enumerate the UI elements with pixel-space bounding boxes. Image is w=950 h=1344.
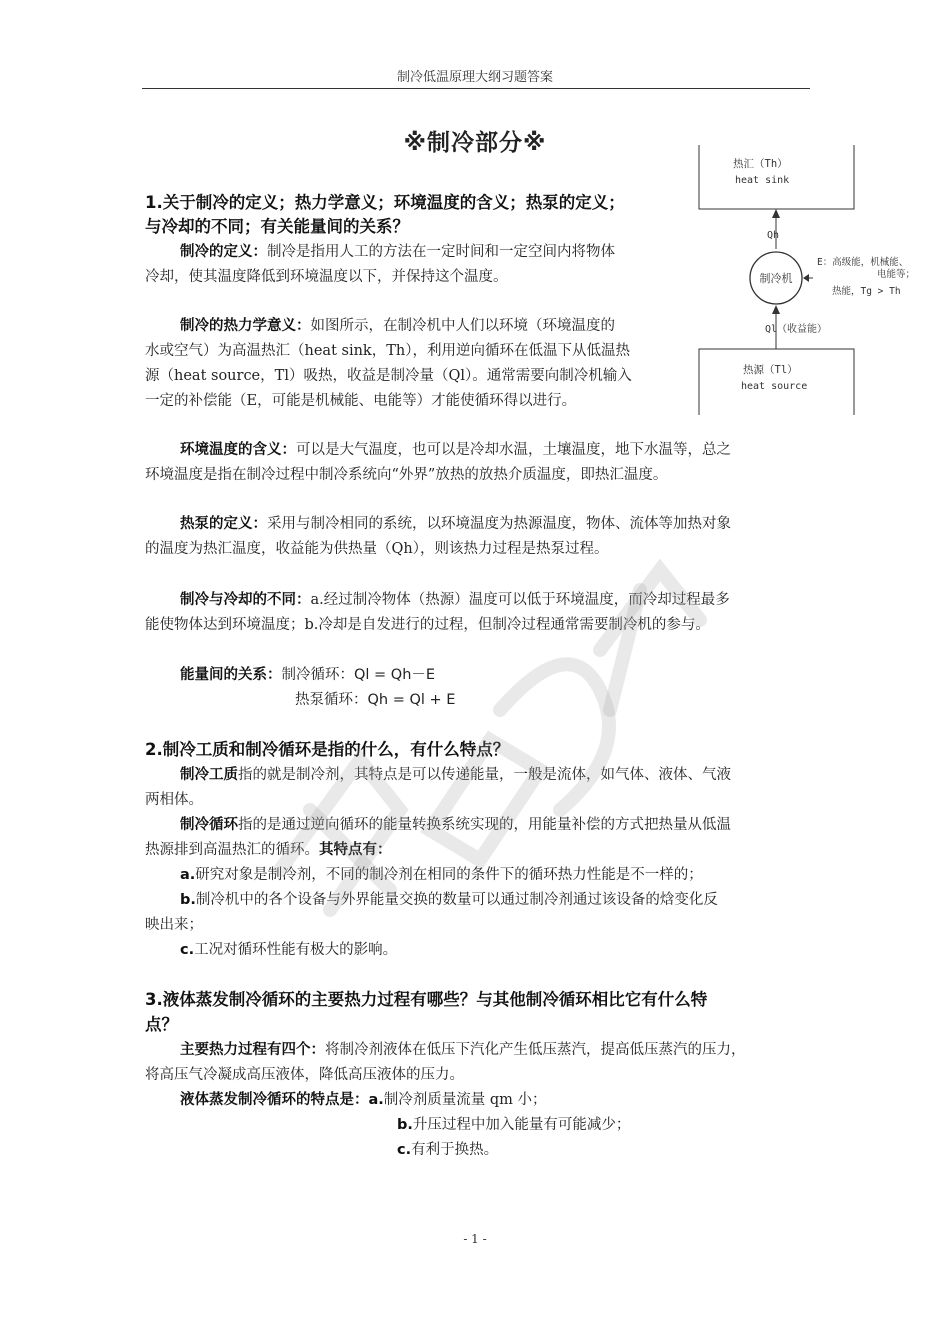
- refrigeration-equation: Ql = Qh－E: [354, 667, 436, 683]
- machine-label: 制冷机: [759, 272, 793, 285]
- feature-b: 制冷机中的各个设备与外界能量交换的数量可以通过制冷剂通过该设备的焓变化反: [195, 892, 718, 908]
- difference-paragraph: 制冷与冷却的不同：a.经过制冷物体（热源）温度可以低于环境温度，而冷却过程最多 能使物体达到环境温度；b.冷却是自发进行的过程，但制冷过程通常需要制冷机的参与。: [145, 592, 730, 633]
- q3-heading-line2: 点？: [145, 1015, 178, 1034]
- evap-features-label: 液体蒸发制冷循环的特点是：: [180, 1092, 369, 1108]
- source-label-en: heat source: [741, 381, 808, 392]
- evap-features-line1: 液体蒸发制冷循环的特点是：a.制冷剂质量流量 qm 小；: [180, 1092, 547, 1108]
- energy-label: 能量间的关系：: [180, 667, 282, 683]
- refrigeration-diagram: [695, 145, 925, 415]
- heat-pump-equation: Qh = Ql + E: [367, 692, 456, 708]
- medium-paragraph: 制冷工质指的就是制冷剂，其特点是可以传递能量，一般是流体，如气体、液体、气液 两相体。: [145, 767, 731, 808]
- env-temp-paragraph: 环境温度的含义：可以是大气温度，也可以是冷却水温，土壤温度，地下水温等，总之 环境温度是指在制冷过程中制冷系统向“外界”放热的放热介质温度，即热汇温度。: [145, 442, 731, 483]
- evap-features-line2: b.升压过程中加入能量有可能减少；: [397, 1117, 631, 1133]
- header-rule: [142, 88, 810, 89]
- evap-features-line3: c.有利于换热。: [397, 1142, 499, 1158]
- qh-label: Qh: [767, 230, 780, 241]
- main-process-paragraph: 主要热力过程有四个：将制冷剂液体在低压下汽化产生低压蒸汽，提高低压蒸汽的压力， 将高压气冷凝成高压液体，降低高压液体的压力。: [145, 1042, 746, 1083]
- e-label-3: 热能，Tg > Th: [832, 286, 901, 297]
- feature-a: 研究对象是制冷剂，不同的制冷剂在相同的条件下的循环热力性能是不一样的；: [195, 867, 703, 883]
- q3-heading-line1: 3.液体蒸发制冷循环的主要热力过程有哪些？与其他制冷循环相比它有什么特: [145, 990, 708, 1009]
- source-label-cn: 热源（Tl）: [743, 364, 798, 376]
- qh-arrowhead: [772, 209, 780, 218]
- ql-arrowhead: [772, 305, 780, 314]
- running-header: 制冷低温原理大纲习题答案: [396, 70, 553, 85]
- heat-pump-label: 热泵的定义：: [180, 516, 267, 532]
- evap-feature-b: 升压过程中加入能量有可能减少；: [412, 1117, 631, 1133]
- medium-label: 制冷工质: [180, 767, 238, 783]
- cycle-label: 制冷循环: [180, 817, 238, 833]
- feature-c: 工况对循环性能有极大的影响。: [194, 942, 398, 958]
- energy-relation-line2: 热泵循环：Qh = Ql + E: [295, 692, 456, 708]
- main-process-label: 主要热力过程有四个：: [180, 1042, 325, 1058]
- evap-feature-a: 制冷剂质量流量 qm 小；: [383, 1092, 547, 1108]
- features-label: 其特点有：: [319, 842, 392, 858]
- e-label-2: 电能等；: [877, 269, 916, 280]
- env-temp-label: 环境温度的含义：: [180, 442, 296, 458]
- definition-label: 制冷的定义：: [180, 244, 267, 260]
- energy-relation-line1: 能量间的关系：制冷循环：Ql = Qh－E: [180, 667, 436, 683]
- thermo-paragraph: 制冷的热力学意义：如图所示，在制冷机中人们以环境（环境温度的 水或空气）为高温热汇（heat sink，Th），利用逆向循环在低温下从低温热 源（heat source，Tl）吸热，收益是制冷量（Ql）。通常需要向制冷机输入 一定的补偿能（E，可能是机械能、电能等）才能使循环得以进行。: [145, 318, 632, 409]
- cycle-paragraph: 制冷循环指的是通过逆向循环的能量转换系统实现的，用能量补偿的方式把热量从低温 热源排到高温热汇的循环。其特点有： a.研究对象是制冷剂，不同的制冷剂在相同的条件下的循环热力性能是不一样的； b.制冷机中的各个设备与外界能量交换的数量可以通过制冷剂通过该设备的焓变化反 映出来； c.工况对循环性能有极大的影响。: [145, 817, 731, 958]
- ql-label: Ql（收益能）: [765, 324, 828, 335]
- q1-heading-line1: 1.关于制冷的定义；热力学意义；环境温度的含义；热泵的定义；: [145, 193, 625, 212]
- page-number: - 1 -: [463, 1232, 487, 1246]
- thermo-label: 制冷的热力学意义：: [180, 318, 311, 334]
- q1-heading-line2: 与冷却的不同；有关能量间的关系？: [145, 217, 409, 236]
- section-title: ※制冷部分※: [403, 130, 547, 156]
- definition-paragraph: 制冷的定义：制冷是指用人工的方法在一定时间和一定空间内将物体 冷却，使其温度降低到环境温度以下，并保持这个温度。: [145, 244, 615, 285]
- difference-label: 制冷与冷却的不同：: [180, 592, 311, 608]
- sink-label-en: heat sink: [735, 175, 790, 186]
- sink-label-cn: 热汇（Th）: [733, 158, 788, 170]
- heat-pump-paragraph: 热泵的定义：采用与制冷相同的系统，以环境温度为热源温度，物体、流体等加热对象 的温度为热汇温度，收益能为供热量（Qh），则该热力过程是热泵过程。: [145, 516, 731, 557]
- e-arrowhead: [803, 274, 809, 282]
- q2-heading: 2.制冷工质和制冷循环是指的什么，有什么特点？: [145, 740, 510, 759]
- evap-feature-c: 有利于换热。: [411, 1142, 499, 1158]
- e-label-1: E：高级能，机械能、: [817, 257, 909, 268]
